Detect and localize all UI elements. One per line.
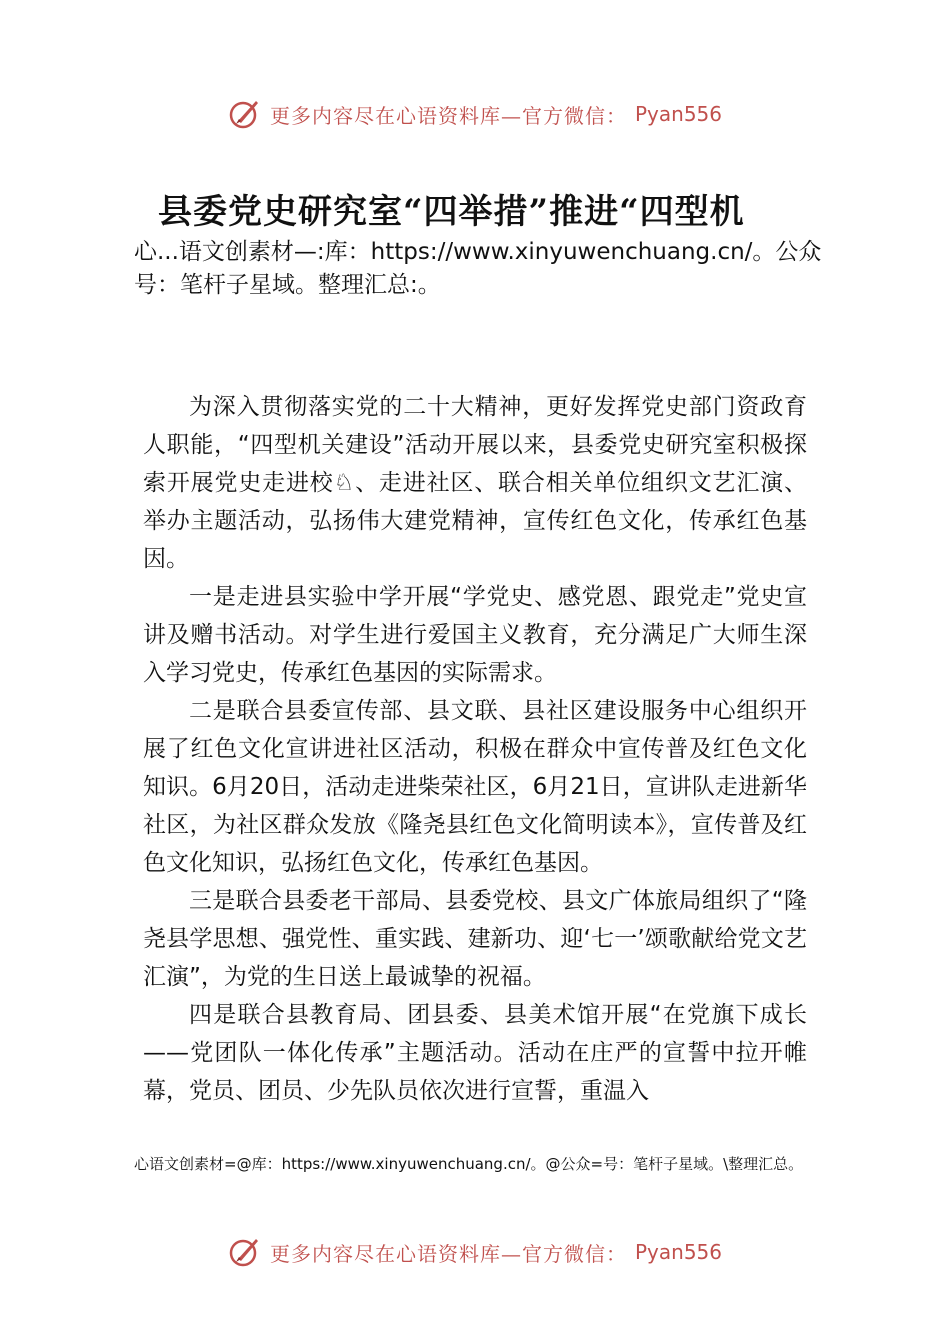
paragraph-measure-2: 二是联合县委宣传部、县文联、县社区建设服务中心组织开展了红色文化宣讲进社区活动，积极在群众中宣传普及红色文化知识。6月20日，活动走进柴荣社区，6月21日，宣讲队走进新华社区，为社区群众发放《隆尧县红色文化简明读本》，宣传普及红色文化知识，弘扬红色文化，传承红色基因。 — [143, 698, 807, 876]
paragraph-measure-3: 三是联合县委老干部局、县委党校、县文广体旅局组织了“隆尧县学思想、强党性、重实践、建新功、迎‘七一’颂歌献给党文艺汇演”，为党的生日送上最诚挚的祝福。 — [143, 888, 807, 990]
wechat-id: Pyan556 — [634, 102, 722, 126]
paragraph-measure-4: 四是联合县教育局、团县委、县美术馆开展“在党旗下成长——党团队一体化传承”主题活动。活动在庄严的宣誓中拉开帷幕，党员、团员、少先队员依次进行宣誓，重温入 — [143, 1002, 807, 1104]
footer-watermark-note: 心语文创素材=@库：https://www.xinyuwenchuang.cn/。@公众=号：笔杆子星域。\整理汇总。 — [134, 1155, 804, 1173]
watermark-text: 更多内容尽在心语资料库—官方微信： — [269, 103, 627, 128]
document-title: 县委党史研究室“四举措”推进“四型机 — [158, 192, 745, 232]
watermark-text: 更多内容尽在心语资料库—官方微信： — [269, 1241, 627, 1266]
document-body — [143, 388, 807, 1110]
footer-watermark-banner — [0, 1232, 950, 1272]
source-watermark-line: 心...语文创素材—:库：https://www.xinyuwenchuang.cn/。公众号：笔杆子星域。整理汇总:。 — [134, 239, 822, 298]
paragraph-measure-1: 一是走进县实验中学开展“学党史、感党恩、跟党走”党史宣讲及赠书活动。对学生进行爱国主义教育，充分满足广大师生深入学习党史，传承红色基因的实际需求。 — [143, 584, 807, 686]
quill-pen-logo-icon — [228, 97, 262, 131]
wechat-id: Pyan556 — [634, 1240, 722, 1264]
paragraph-intro: 为深入贯彻落实党的二十大精神，更好发挥党史部门资政育人职能，“四型机关建设”活动开展以来，县委党史研究室积极探索开展党史走进校♘、走进社区、联合相关单位组织文艺汇演、举办主题活动，弘扬伟大建党精神，宣传红色文化，传承红色基因。 — [143, 394, 807, 572]
header-watermark-banner — [0, 94, 950, 134]
quill-pen-logo-icon — [228, 1235, 262, 1269]
